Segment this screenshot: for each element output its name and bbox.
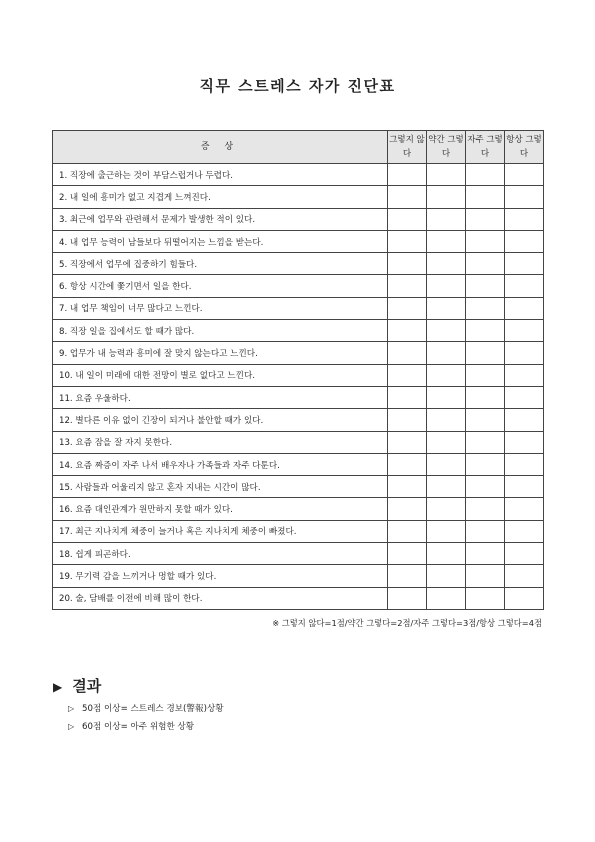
- symptom-item: 8. 직장 일을 집에서도 할 때가 많다.: [53, 320, 388, 342]
- triangle-bullet-icon: ▷: [68, 704, 75, 713]
- check-cell-often[interactable]: [466, 453, 505, 475]
- table-row: [53, 543, 544, 565]
- result-heading: [53, 675, 101, 696]
- table-row: [53, 208, 544, 230]
- check-cell-always[interactable]: [505, 275, 544, 297]
- check-cell-often[interactable]: [466, 386, 505, 408]
- check-cell-never[interactable]: [388, 342, 427, 364]
- check-cell-always[interactable]: [505, 386, 544, 408]
- symptom-item: 17. 최근 지나치게 체중이 늘거나 혹은 지나치게 체중이 빠졌다.: [53, 520, 388, 542]
- check-cell-often[interactable]: [466, 431, 505, 453]
- check-cell-sometimes[interactable]: [427, 342, 466, 364]
- result-item-text: 60점 이상= 아주 위험한 상황: [82, 722, 195, 732]
- triangle-bullet-icon: ▷: [68, 722, 75, 731]
- check-cell-always[interactable]: [505, 230, 544, 252]
- symptom-item: 6. 항상 시간에 쫓기면서 일을 한다.: [53, 275, 388, 297]
- symptom-item: 4. 내 업무 능력이 남들보다 뒤떨어지는 느낌을 받는다.: [53, 230, 388, 252]
- check-cell-often[interactable]: [466, 320, 505, 342]
- check-cell-always[interactable]: [505, 320, 544, 342]
- check-cell-always[interactable]: [505, 520, 544, 542]
- check-cell-often[interactable]: [466, 409, 505, 431]
- check-cell-often[interactable]: [466, 565, 505, 587]
- check-cell-often[interactable]: [466, 364, 505, 386]
- check-cell-always[interactable]: [505, 409, 544, 431]
- table-row: [53, 453, 544, 475]
- table-row: [53, 186, 544, 208]
- symptom-item: 15. 사람들과 어울리지 않고 혼자 지내는 시간이 많다.: [53, 476, 388, 498]
- check-cell-never[interactable]: [388, 520, 427, 542]
- check-cell-always[interactable]: [505, 364, 544, 386]
- check-cell-never[interactable]: [388, 253, 427, 275]
- check-cell-often[interactable]: [466, 342, 505, 364]
- check-cell-sometimes[interactable]: [427, 520, 466, 542]
- table-row: [53, 431, 544, 453]
- scoring-note: ※ 그렇지 않다=1점/약간 그렇다=2점/자주 그렇다=3점/항상 그렇다=4점: [272, 618, 542, 628]
- table-row: [53, 297, 544, 319]
- result-item-text: 50점 이상= 스트레스 경보(警報)상황: [82, 704, 224, 714]
- check-cell-always[interactable]: [505, 208, 544, 230]
- symptom-item: 12. 별다른 이유 없이 긴장이 되거나 불안할 때가 있다.: [53, 409, 388, 431]
- check-cell-always[interactable]: [505, 476, 544, 498]
- symptom-item: 16. 요즘 대인관계가 원만하지 못할 때가 있다.: [53, 498, 388, 520]
- table-row: [53, 364, 544, 386]
- check-cell-always[interactable]: [505, 297, 544, 319]
- check-cell-always[interactable]: [505, 543, 544, 565]
- column-header-never: 그렇지 않다: [388, 131, 427, 164]
- check-cell-never[interactable]: [388, 208, 427, 230]
- check-cell-never[interactable]: [388, 453, 427, 475]
- table-row: [53, 386, 544, 408]
- check-cell-sometimes[interactable]: [427, 476, 466, 498]
- check-cell-never[interactable]: [388, 386, 427, 408]
- check-cell-always[interactable]: [505, 253, 544, 275]
- table-row: [53, 476, 544, 498]
- check-cell-sometimes[interactable]: [427, 565, 466, 587]
- check-cell-often[interactable]: [466, 498, 505, 520]
- result-item: [68, 721, 224, 739]
- check-cell-never[interactable]: [388, 320, 427, 342]
- column-header-always: 항상 그렇다: [505, 131, 544, 164]
- check-cell-always[interactable]: [505, 342, 544, 364]
- symptom-item: 18. 쉽게 피곤하다.: [53, 543, 388, 565]
- check-cell-always[interactable]: [505, 565, 544, 587]
- check-cell-often[interactable]: [466, 208, 505, 230]
- check-cell-sometimes[interactable]: [427, 297, 466, 319]
- check-cell-sometimes[interactable]: [427, 587, 466, 609]
- table-row: [53, 409, 544, 431]
- check-cell-never[interactable]: [388, 587, 427, 609]
- column-header-often: 자주 그렇다: [466, 131, 505, 164]
- symptom-item: 2. 내 일에 흥미가 없고 지겹게 느껴진다.: [53, 186, 388, 208]
- table-row: [53, 230, 544, 252]
- symptom-item: 5. 직장에서 업무에 집중하기 힘들다.: [53, 253, 388, 275]
- check-cell-never[interactable]: [388, 164, 427, 186]
- table-row: [53, 342, 544, 364]
- check-cell-sometimes[interactable]: [427, 164, 466, 186]
- table-row: [53, 320, 544, 342]
- check-cell-often[interactable]: [466, 275, 505, 297]
- symptom-item: 11. 요즘 우울하다.: [53, 386, 388, 408]
- check-cell-sometimes[interactable]: [427, 498, 466, 520]
- symptom-item: 3. 최근에 업무와 관련해서 문제가 발생한 적이 있다.: [53, 208, 388, 230]
- check-cell-sometimes[interactable]: [427, 409, 466, 431]
- page-title: 직무 스트레스 자가 진단표: [199, 77, 396, 95]
- check-cell-sometimes[interactable]: [427, 186, 466, 208]
- table-row: [53, 565, 544, 587]
- result-list: [68, 703, 224, 739]
- check-cell-often[interactable]: [466, 230, 505, 252]
- result-item: [68, 703, 224, 721]
- symptom-item: 10. 내 일이 미래에 대한 전망이 별로 없다고 느낀다.: [53, 364, 388, 386]
- check-cell-sometimes[interactable]: [427, 453, 466, 475]
- symptom-item: 14. 요즘 짜증이 자주 나서 배우자나 가족들과 자주 다툰다.: [53, 453, 388, 475]
- check-cell-always[interactable]: [505, 164, 544, 186]
- table-row: [53, 253, 544, 275]
- check-cell-often[interactable]: [466, 164, 505, 186]
- check-cell-often[interactable]: [466, 253, 505, 275]
- table-row: [53, 498, 544, 520]
- check-cell-always[interactable]: [505, 498, 544, 520]
- symptom-item: 9. 업무가 내 능력과 흥미에 잘 맞지 않는다고 느낀다.: [53, 342, 388, 364]
- check-cell-never[interactable]: [388, 297, 427, 319]
- check-cell-sometimes[interactable]: [427, 253, 466, 275]
- symptom-item: 7. 내 업무 책임이 너무 많다고 느낀다.: [53, 297, 388, 319]
- symptom-item: 13. 요즘 잠을 잘 자지 못한다.: [53, 431, 388, 453]
- check-cell-sometimes[interactable]: [427, 431, 466, 453]
- check-cell-sometimes[interactable]: [427, 320, 466, 342]
- check-cell-always[interactable]: [505, 186, 544, 208]
- check-cell-never[interactable]: [388, 409, 427, 431]
- check-cell-often[interactable]: [466, 476, 505, 498]
- check-cell-sometimes[interactable]: [427, 364, 466, 386]
- triangle-right-icon: ▶: [53, 680, 63, 694]
- check-cell-never[interactable]: [388, 275, 427, 297]
- result-heading-label: 결과: [72, 677, 102, 695]
- column-header-sometimes: 약간 그렇다: [427, 131, 466, 164]
- stress-checklist-table: [52, 130, 544, 610]
- symptom-item: 20. 술, 담배를 이전에 비해 많이 한다.: [53, 587, 388, 609]
- table-row: [53, 587, 544, 609]
- symptom-column-header: 증 상: [53, 131, 388, 164]
- check-cell-never[interactable]: [388, 543, 427, 565]
- check-cell-often[interactable]: [466, 520, 505, 542]
- check-cell-sometimes[interactable]: [427, 275, 466, 297]
- check-cell-sometimes[interactable]: [427, 543, 466, 565]
- check-cell-often[interactable]: [466, 587, 505, 609]
- symptom-item: 19. 무기력 감을 느끼거나 멍할 때가 있다.: [53, 565, 388, 587]
- check-cell-often[interactable]: [466, 297, 505, 319]
- check-cell-never[interactable]: [388, 476, 427, 498]
- table-row: [53, 275, 544, 297]
- check-cell-never[interactable]: [388, 498, 427, 520]
- check-cell-always[interactable]: [505, 453, 544, 475]
- check-cell-never[interactable]: [388, 364, 427, 386]
- check-cell-always[interactable]: [505, 587, 544, 609]
- table-header-row: [53, 131, 544, 164]
- check-cell-often[interactable]: [466, 186, 505, 208]
- check-cell-never[interactable]: [388, 565, 427, 587]
- check-cell-never[interactable]: [388, 186, 427, 208]
- check-cell-sometimes[interactable]: [427, 230, 466, 252]
- check-cell-sometimes[interactable]: [427, 386, 466, 408]
- check-cell-sometimes[interactable]: [427, 208, 466, 230]
- check-cell-never[interactable]: [388, 230, 427, 252]
- table-row: [53, 164, 544, 186]
- check-cell-never[interactable]: [388, 431, 427, 453]
- table-row: [53, 520, 544, 542]
- check-cell-always[interactable]: [505, 431, 544, 453]
- symptom-item: 1. 직장에 출근하는 것이 부담스럽거나 두렵다.: [53, 164, 388, 186]
- check-cell-often[interactable]: [466, 543, 505, 565]
